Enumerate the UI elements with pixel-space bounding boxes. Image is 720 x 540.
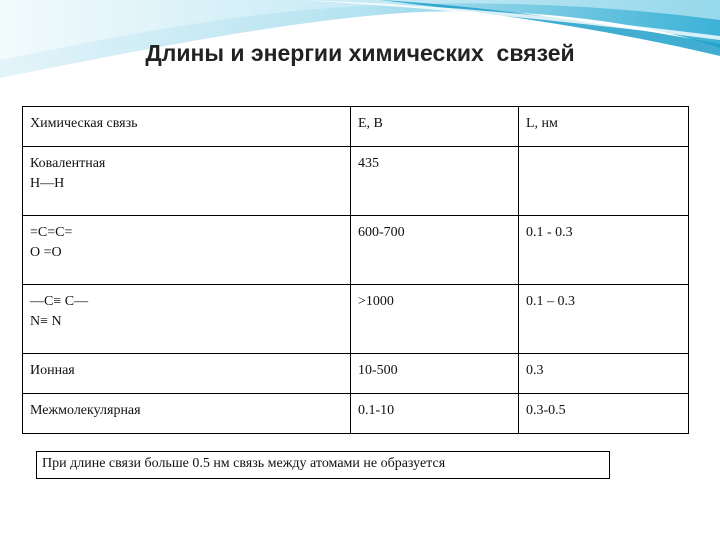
table-header-row [23,107,689,147]
header-energy [351,107,519,147]
cell-text: —C≡ C— N≡ N [30,294,89,329]
header-label: L, нм [526,116,558,131]
cell-text: 10-500 [358,363,398,378]
table-cell [23,394,351,434]
header-bond [23,107,351,147]
cell-text: >1000 [358,294,394,309]
table-row [23,354,689,394]
table-cell [519,285,689,354]
table-cell [519,216,689,285]
cell-text: 600-700 [358,225,405,240]
table-cell [351,285,519,354]
table-row [23,216,689,285]
table-cell [351,354,519,394]
table-cell [519,394,689,434]
cell-text: 0.3-0.5 [526,403,566,418]
table-cell [351,394,519,434]
table-row [23,147,689,216]
table-cell [519,147,689,216]
table-cell [351,216,519,285]
cell-text: Ковалентная H—H [30,156,106,191]
table-cell [23,147,351,216]
note-box: При длине связи больше 0.5 нм связь между атомами не образуется [36,451,610,479]
table-cell [23,354,351,394]
cell-text: =C=C= O =O [30,225,73,260]
bond-table [22,106,689,434]
table-cell [351,147,519,216]
slide-title: Длины и энергии химических связей [145,40,575,66]
cell-text: 0.1 - 0.3 [526,225,573,240]
table-cell [23,216,351,285]
header-length [519,107,689,147]
cell-text: 0.3 [526,363,544,378]
cell-text: 0.1-10 [358,403,395,418]
cell-text: Межмолекулярная [30,403,141,418]
table-cell [519,354,689,394]
table-row [23,285,689,354]
table-row [23,394,689,434]
cell-text: 0.1 – 0.3 [526,294,575,309]
table-cell [23,285,351,354]
header-label: E, В [358,116,383,131]
header-label: Химическая связь [30,116,138,131]
cell-text: Ионная [30,363,75,378]
cell-text: 435 [358,156,379,171]
